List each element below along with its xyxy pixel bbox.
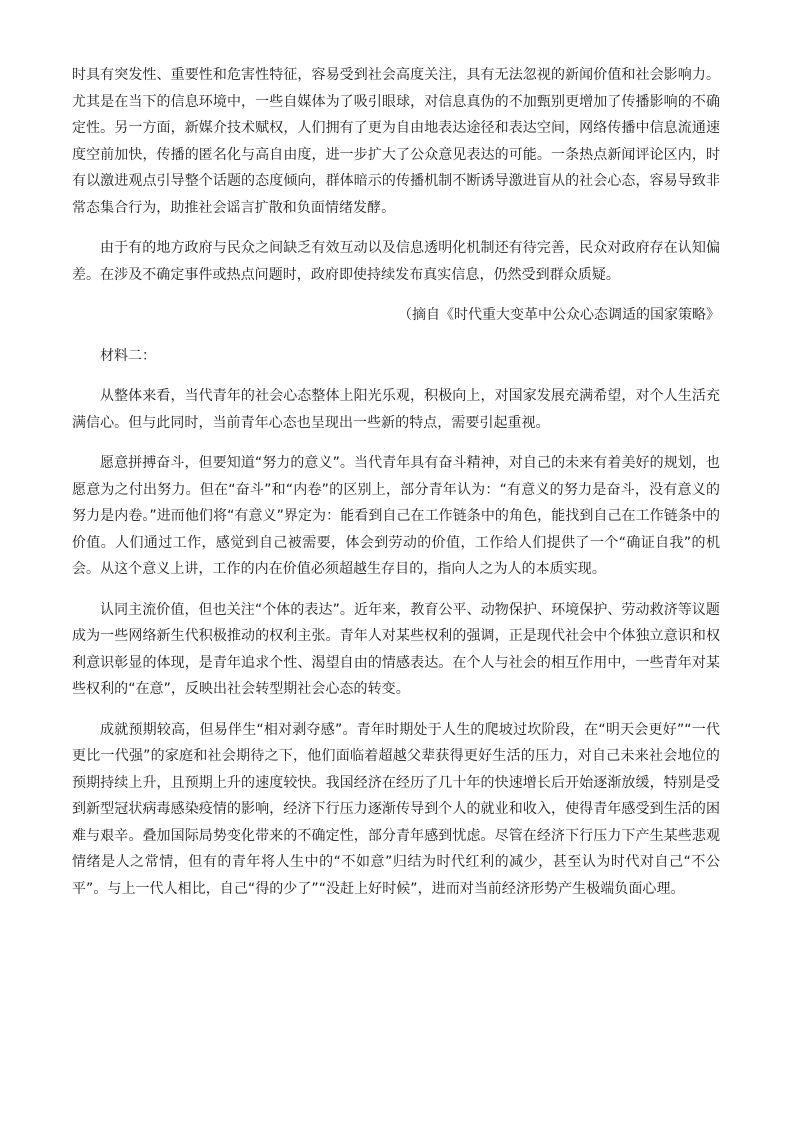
source-citation: （摘自《时代重大变革中公众心态调适的国家策略》 <box>398 307 720 323</box>
paragraph-overview: 从整体来看，当代青年的社会心态整体上阳光乐观，积极向上，对国家发展充满希望，对个人生活充满信心。但与此同时，当前青年心态也呈现出一些新的特点，需要引起重视。 <box>72 388 720 431</box>
paragraph-continued: 时具有突发性、重要性和危害性特征，容易受到社会高度关注，具有无法忽视的新闻价值和社会影响力。尤其是在当下的信息环境中，一些自媒体为了吸引眼球，对信息真伪的不加甄别更增加了传播影响的不确定性。另一方面，新媒介技术赋权，人们拥有了更为自由地表达途径和表达空间，网络传播中信息流通速度空前加快，传播的匿名化与高自由度，进一步扩大了公众意见表达的可能。一条热点新闻评论区内，时有以激进观点引导整个话题的态度倾向，群体暗示的传播机制不断诱导激进盲从的社会心态，容易导致非常态集合行为，助推社会谣言扩散和负面情绪发酵。 <box>72 67 720 216</box>
document-page <box>72 62 720 916</box>
paragraph-expectation: 成就预期较高，但易伴生“相对剥夺感”。青年时期处于人生的爬坡过坎阶段，在“明天会更好”“一代更比一代强”的家庭和社会期待之下，他们面临着超越父辈获得更好生活的压力，对自己未来社会地位的预期持续上升，且预期上升的速度较快。我国经济在经历了几十年的快速增长后开始逐渐放缓，特别是受到新型冠状病毒感染疫情的影响，经济下行压力逐渐传导到个人的就业和收入，使得青年感受到生活的困难与艰辛。叠加国际局势变化带来的不确定性，部分青年感到忧虑。尽管在经济下行压力下产生某些悲观情绪是人之常情，但有的青年将人生中的“不如意”归结为时代红利的减少，甚至认为时代对自己“不公平”。与上一代人相比，自己“得的少了”“没赶上好时候”，进而对当前经济形势产生极端负面心理。 <box>72 721 720 897</box>
material-two-label: 材料二： <box>100 347 156 364</box>
paragraph-government: 由于有的地方政府与民众之间缺乏有效互动以及信息透明化机制还有待完善，民众对政府存在认知偏差。在涉及不确定事件或热点问题时，政府即使持续发布真实信息，仍然受到群众质疑。 <box>72 240 720 283</box>
paragraph-effort: 愿意拼搏奋斗，但要知道“努力的意义”。当代青年具有奋斗精神，对自己的未来有着美好的规划，也愿意为之付出努力。但在“奋斗”和“内卷”的区别上，部分青年认为：“有意义的努力是奋斗，没有意义的努力是内卷。”进而他们将“有意义”界定为：能看到自己在工作链条中的角色，能找到自己在工作链条中的价值。人们通过工作，感觉到自己被需要，体会到劳动的价值，工作给人们提供了一个“确证自我”的机会。从这个意义上讲，工作的内在价值必须超越生存目的，指向人之为人的本质实现。 <box>72 455 720 577</box>
paragraph-expression: 认同主流价值，但也关注“个体的表达”。近年来，教育公平、动物保护、环境保护、劳动救济等议题成为一些网络新生代积极推动的权利主张。青年人对某些权利的强调，正是现代社会中个体独立意识和权利意识彰显的体现，是青年追求个性、渴望自由的情感表达。在个人与社会的相互作用中，一些青年对某些权利的“在意”，反映出社会转型期社会心态的转变。 <box>72 601 720 697</box>
